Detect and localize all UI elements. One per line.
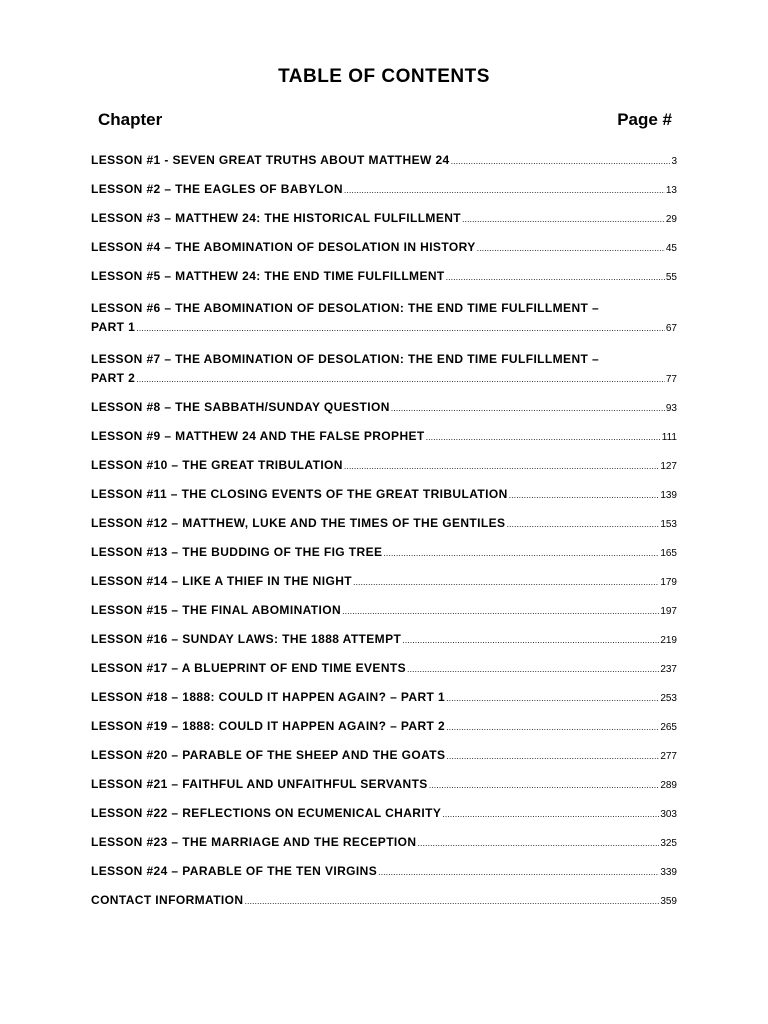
- toc-entry-page: 303: [660, 808, 677, 820]
- toc-entry[interactable]: [91, 573, 677, 591]
- toc-entry-title: LESSON #15 – THE FINAL ABOMINATION: [91, 602, 342, 617]
- toc-entry-title: LESSON #8 – THE SABBATH/SUNDAY QUESTION: [91, 399, 390, 414]
- toc-entry[interactable]: [91, 486, 677, 504]
- toc-entry-page: 93: [665, 402, 677, 414]
- dot-leader: [353, 574, 659, 592]
- toc-entry[interactable]: [91, 660, 677, 678]
- toc-entry[interactable]: [91, 689, 677, 707]
- toc-entry-page: 339: [660, 866, 677, 878]
- toc-entry-page: 13: [665, 184, 677, 196]
- toc-entry-title: LESSON #19 – 1888: COULD IT HAPPEN AGAIN? – PART 2: [91, 718, 446, 733]
- page-title: TABLE OF CONTENTS: [278, 66, 490, 87]
- toc-entry-title: LESSON #4 – THE ABOMINATION OF DESOLATION IN HISTORY: [91, 239, 476, 254]
- toc-entry-title: LESSON #23 – THE MARRIAGE AND THE RECEPTION: [91, 834, 417, 849]
- toc-entry-page: 153: [660, 518, 677, 530]
- dot-leader: [407, 661, 659, 679]
- chapter-column-header: Chapter: [98, 110, 163, 129]
- toc-entry-page: 139: [660, 489, 677, 501]
- toc-entry-page: 219: [660, 634, 677, 646]
- toc-entry-title: LESSON #6 – THE ABOMINATION OF DESOLATION: THE END TIME FULFILLMENT –: [91, 300, 600, 315]
- toc-entry-page: 265: [660, 721, 677, 733]
- dot-leader: [429, 777, 660, 795]
- toc-entry-title: LESSON #14 – LIKE A THIEF IN THE NIGHT: [91, 573, 353, 588]
- toc-entry-title: LESSON #2 – THE EAGLES OF BABYLON: [91, 181, 343, 196]
- dot-leader: [136, 371, 665, 389]
- toc-entry-title: CONTACT INFORMATION: [91, 892, 244, 907]
- toc-entry-title: LESSON #17 – A BLUEPRINT OF END TIME EVENTS: [91, 660, 407, 675]
- toc-entry-title: LESSON #9 – MATTHEW 24 AND THE FALSE PROPHET: [91, 428, 425, 443]
- toc-entry-title-continued: PART 2: [91, 370, 136, 385]
- toc-entry-title: LESSON #24 – PARABLE OF THE TEN VIRGINS: [91, 863, 378, 878]
- dot-leader: [506, 516, 659, 534]
- toc-entry-page: 277: [660, 750, 677, 762]
- toc-entry[interactable]: [91, 631, 677, 649]
- toc-entry[interactable]: [91, 892, 677, 910]
- dot-leader: [417, 835, 659, 853]
- toc-entry-page: 179: [660, 576, 677, 588]
- dot-leader: [402, 632, 659, 650]
- dot-leader: [451, 153, 671, 171]
- toc-entry[interactable]: [91, 805, 677, 823]
- toc-entry[interactable]: [91, 515, 677, 533]
- dot-leader: [378, 864, 659, 882]
- toc-entry-page: 359: [660, 895, 677, 907]
- dot-leader: [446, 719, 659, 737]
- dot-leader: [383, 545, 659, 563]
- toc-entry[interactable]: [91, 152, 677, 170]
- toc-entry[interactable]: [91, 747, 677, 765]
- toc-entry-page: 55: [665, 271, 677, 283]
- toc-entry[interactable]: [91, 863, 677, 881]
- toc-entry-page: 111: [661, 431, 677, 443]
- dot-leader: [344, 182, 665, 200]
- toc-entry-page: 165: [660, 547, 677, 559]
- toc-entry-title: LESSON #1 - SEVEN GREAT TRUTHS ABOUT MATTHEW 24: [91, 153, 450, 167]
- toc-entry[interactable]: [91, 834, 677, 852]
- dot-leader: [136, 320, 665, 338]
- dot-leader: [426, 429, 661, 447]
- toc-entry[interactable]: [91, 428, 677, 446]
- toc-entry-title: LESSON #7 – THE ABOMINATION OF DESOLATION: THE END TIME FULFILLMENT –: [91, 351, 600, 366]
- toc-entry[interactable]: [91, 239, 677, 257]
- dot-leader: [244, 893, 659, 911]
- dot-leader: [462, 211, 665, 229]
- toc-entry[interactable]: [91, 718, 677, 736]
- toc-entry-title: LESSON #18 – 1888: COULD IT HAPPEN AGAIN? – PART 1: [91, 689, 446, 704]
- dot-leader: [442, 806, 659, 824]
- dot-leader: [446, 690, 659, 708]
- toc-entry-title: LESSON #12 – MATTHEW, LUKE AND THE TIMES OF THE GENTILES: [91, 515, 506, 530]
- page-column-header: Page #: [617, 110, 672, 129]
- toc-entry[interactable]: [91, 181, 677, 199]
- toc-entry-title: LESSON #22 – REFLECTIONS ON ECUMENICAL CHARITY: [91, 805, 442, 820]
- dot-leader: [446, 269, 665, 287]
- dot-leader: [391, 400, 665, 418]
- toc-entry[interactable]: [91, 399, 677, 417]
- toc-entry-page: 237: [660, 663, 677, 675]
- toc-entry-page: 127: [660, 460, 677, 472]
- toc-entry-page: 197: [660, 605, 677, 617]
- toc-entry-page: 289: [660, 779, 677, 791]
- toc-entry-page: 45: [665, 242, 677, 254]
- toc-entry-title: LESSON #11 – THE CLOSING EVENTS OF THE GREAT TRIBULATION: [91, 486, 508, 501]
- toc-entry-page: 253: [660, 692, 677, 704]
- toc-entry[interactable]: [91, 268, 677, 286]
- toc-entry[interactable]: [91, 776, 677, 794]
- toc-entry-title: LESSON #20 – PARABLE OF THE SHEEP AND THE GOATS: [91, 747, 446, 762]
- toc-entry[interactable]: [91, 544, 677, 562]
- toc-entry-title: LESSON #3 – MATTHEW 24: THE HISTORICAL FULFILLMENT: [91, 210, 462, 225]
- toc-entry-title: LESSON #21 – FAITHFUL AND UNFAITHFUL SERVANTS: [91, 776, 428, 791]
- dot-leader: [477, 240, 665, 258]
- toc-entry-page: 325: [660, 837, 677, 849]
- toc-entry-page: 29: [665, 213, 677, 225]
- toc-entry-page: 67: [665, 322, 677, 334]
- toc-entry-title: LESSON #16 – SUNDAY LAWS: THE 1888 ATTEMPT: [91, 631, 402, 646]
- dot-leader: [446, 748, 659, 766]
- toc-entry-title: LESSON #5 – MATTHEW 24: THE END TIME FULFILLMENT: [91, 268, 445, 283]
- toc-entry-title: LESSON #10 – THE GREAT TRIBULATION: [91, 457, 343, 472]
- toc-entry-title: LESSON #13 – THE BUDDING OF THE FIG TREE: [91, 544, 383, 559]
- toc-list: [91, 152, 677, 921]
- toc-entry[interactable]: [91, 297, 677, 337]
- dot-leader: [342, 603, 659, 621]
- toc-entry-title-continued: PART 1: [91, 319, 136, 334]
- toc-entry[interactable]: [91, 348, 677, 388]
- toc-entry[interactable]: [91, 457, 677, 475]
- toc-entry-page: 3: [671, 156, 677, 167]
- toc-entry-page: 77: [665, 373, 677, 385]
- dot-leader: [344, 458, 659, 476]
- dot-leader: [509, 487, 660, 505]
- toc-entry[interactable]: [91, 210, 677, 228]
- toc-entry[interactable]: [91, 602, 677, 620]
